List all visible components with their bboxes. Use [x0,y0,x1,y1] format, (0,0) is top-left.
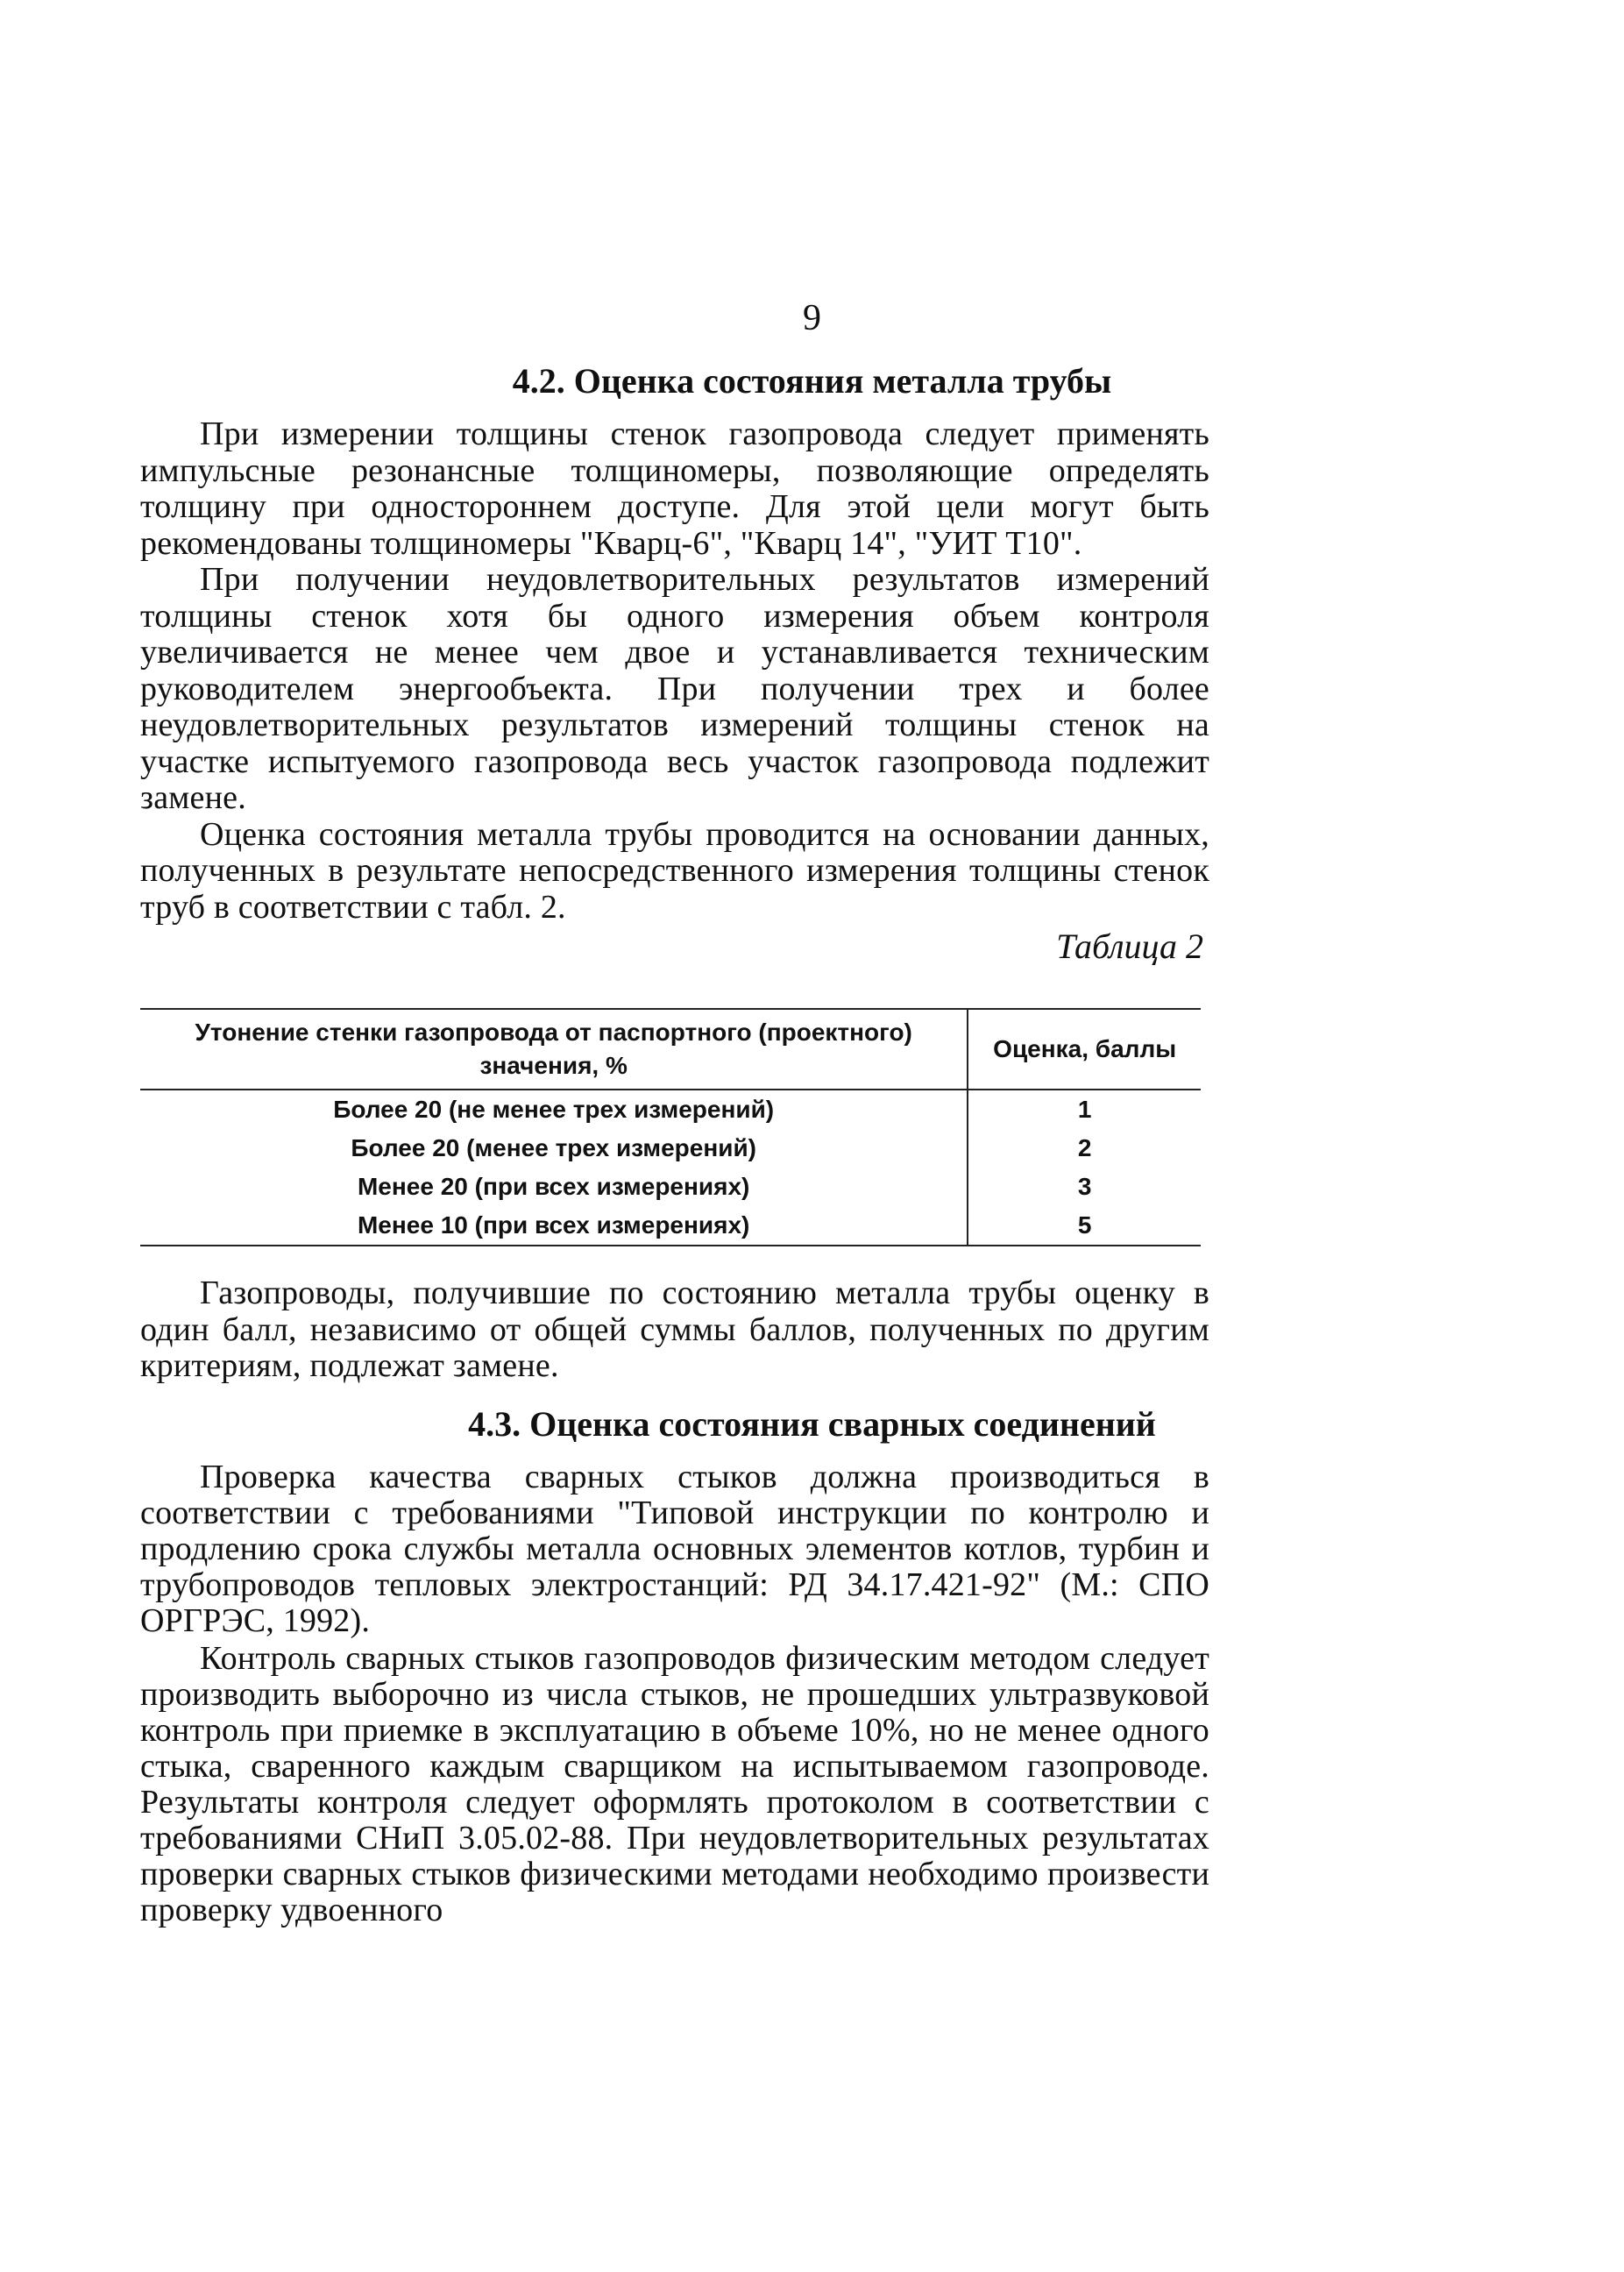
table-cell-score: 3 [1077,1173,1092,1200]
wall-thinning-table [140,1008,1201,1245]
table-cell-condition: Менее 10 (при всех измерениях) [140,1206,968,1246]
paragraph-assessment-basis: Оценка состояния металла трубы проводится на основании данных, полученных в результате непосредственного измерения толщины стенок труб в соответствии с табл. 2. [140,815,1209,926]
table-row [140,1168,1201,1206]
after-table-body [140,1275,1209,1385]
table-cell-score: 5 [968,1206,1201,1246]
paragraph-replacement-rule: Газопроводы, получившие по состоянию металла трубы оценку в один балл, независимо от общей суммы баллов, полученных по другим критериям, подлежат замене. [140,1274,1209,1384]
table-cell-condition: Более 20 (не менее трех измерений) [140,1090,968,1129]
page-number: 9 [803,298,821,338]
table-cell-condition: Более 20 (менее трех измерений) [140,1129,968,1168]
table-cell-score: 2 [1077,1134,1092,1161]
section-4-3-body [140,1459,1209,1930]
section-4-2-body [140,416,1209,926]
paragraph-weld-inspection-requirements: Проверка качества сварных стыков должна производиться в соответствии с требованиями "Типовой инструкции по контролю и продлению срока службы металла основных элементов котлов, турбин и трубопроводов тепловых электростанций: РД 34.17.421-92" (М.: СПО ОРГРЭС, 1992). [140,1459,1209,1639]
paragraph-weld-physical-control: Контроль сварных стыков газопроводов физическим методом следует производить выборочно из числа стыков, не прошедших ультразвуковой контроль при приемке в эксплуатацию в объеме 10%, но не менее одного стыка, сваренного каждым сварщиком на испытываемом газопроводе. Результаты контроля следует оформлять протоколом в соответствии с требованиями СНиП 3.05.02-88. При неудовлетворительных результатах проверки сварных стыков физическими методами необходимо произвести проверку удвоенного [140,1640,1209,1928]
paragraph-unsatisfactory-results: При получении неудовлетворительных результатов измерений толщины стенок хотя бы одного измерения объем контроля увеличивается не менее чем двое и устанавливается техническим руководителем энергообъекта. При получении трех и более неудовлетворительных результатов измерений толщины стенок на участке испытуемого газопровода весь участок газопровода подлежит замене. [140,561,1209,816]
section-4-2-heading: 4.2. Оценка состояния металла трубы [512,361,1112,401]
table-header-score: Оценка, баллы [968,1009,1201,1090]
table-row [140,1206,1201,1246]
table-caption: Таблица 2 [1056,927,1203,966]
table-row [140,1129,1201,1168]
table-cell-score: 1 [1077,1096,1092,1123]
section-4-3-heading: 4.3. Оценка состояния сварных соединений [468,1404,1156,1444]
table-row [140,1090,1201,1129]
paragraph-thickness-measurement: При измерении толщины стенок газопровода следует применять импульсные резонансные толщиномеры, позволяющие определять толщину при одностороннем доступе. Для этой цели могут быть рекомендованы толщиномеры "Кварц-6", "Кварц 14", "УИТ Т10". [140,415,1209,562]
table-cell-condition: Менее 20 (при всех измерениях) [140,1168,968,1206]
table-header-row [140,1009,1201,1090]
table-header-thinning: Утонение стенки газопровода от паспортного (проектного) значения, % [140,1009,968,1090]
